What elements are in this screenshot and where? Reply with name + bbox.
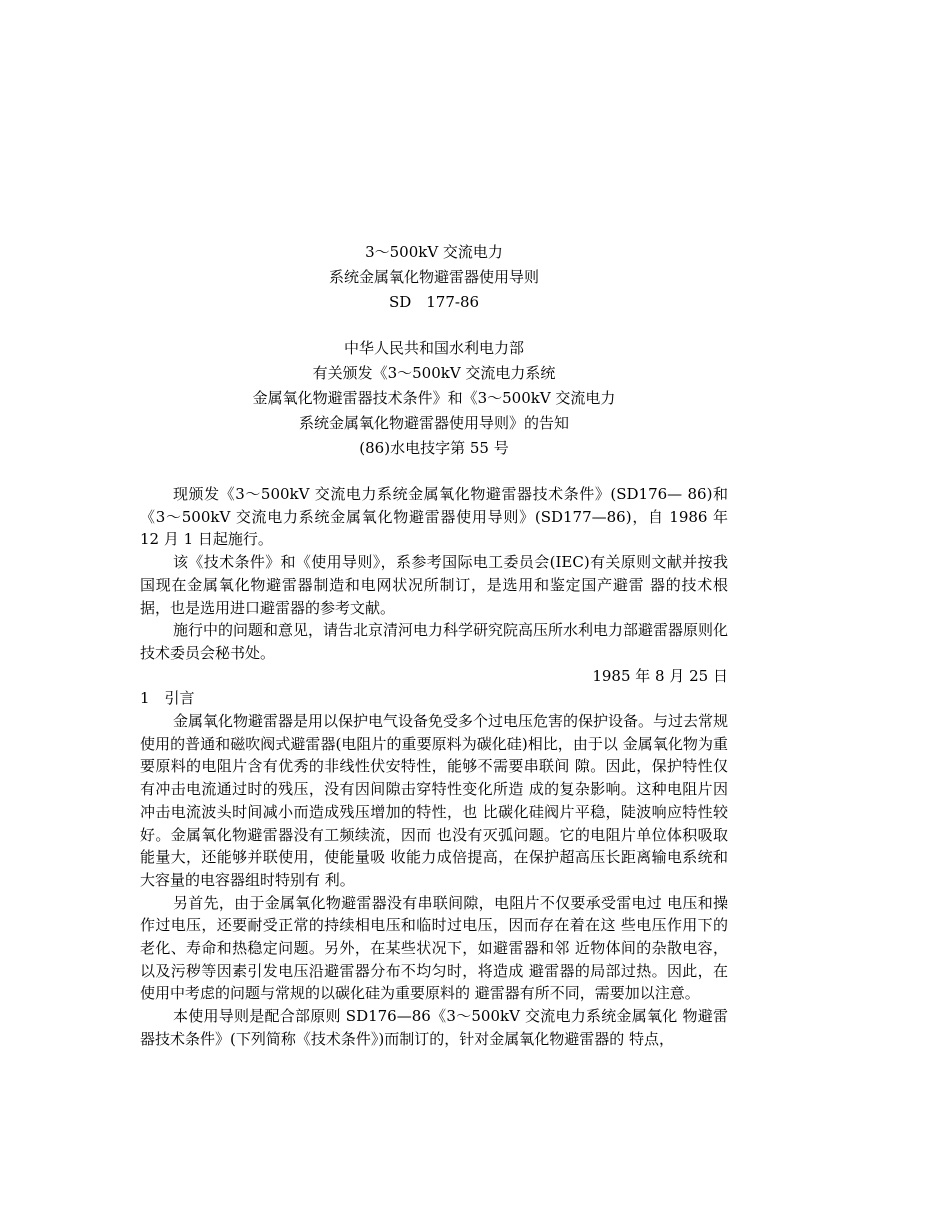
issue-date: 1985 年 8 月 25 日 [592, 666, 728, 685]
title-line-2: 系统金属氧化物避雷器使用导则 [328, 268, 539, 286]
body-paragraph: 另首先，由于金属氧化物避雷器没有串联间隙，电阻片不仅要承受雷电过 电压和操作过电压，还要耐受正常的持续相电压和临时过电压，因而存在着在这 些电压作用下的老化、寿命和热稳定问题。另外，在某些状况下，如避雷器和邻 近物体间的杂散电容，以及污秽等因素引发电压沿避雷器分布不均匀时，将造成 避雷器的局部过热。因此，在使用中考虑的问题与常规的以碳化硅为重要原料的 避雷器有所不同，需要加以注意。 [140, 893, 728, 1003]
notice-issuer: 中华人民共和国水利电力部 [343, 339, 524, 357]
notice-title-line-3: 系统金属氧化物避雷器使用导则》的告知 [298, 414, 569, 432]
notice-document-number: (86)水电技字第 55 号 [359, 439, 509, 457]
notice-title-line-1: 有关颁发《3～500kV 交流电力系统 [312, 364, 556, 382]
body-paragraph: 本使用导则是配合部原则 SD176—86《3～500kV 交流电力系统金属氧化 物避雷器技术条件》(下列简称《技术条件》)而制订的，针对金属氧化物避雷器的 特点， [140, 1007, 728, 1048]
body-paragraph: 金属氧化物避雷器是用以保护电气设备免受多个过电压危害的保护设备。与过去常规使用的普通和磁吹阀式避雷器(电阻片的重要原料为碳化硅)相比，由于以 金属氧化物为重要原料的电阻片含有优秀的非线性伏安特性，能够不需要串联间 隙。因此，保护特性仅有冲击电流通过时的残压，没有因间隙击穿特性变化所造 成的复杂影响。这种电阻片因冲击电流波头时间减小而造成残压增加的特性，也 比碳化硅阀片平稳，陡波响应特性较好。金属氧化物避雷器没有工频续流，因而 也没有灭弧问题。它的电阻片单位体积吸取能量大，还能够并联使用，使能量吸 收能力成倍提高，在保护超高压长距离输电系统和大容量的电容器组时特别有 利。 [140, 712, 729, 889]
body-paragraph: 现颁发《3～500kV 交流电力系统金属氧化物避雷器技术条件》(SD176— 86)和《3～500kV 交流电力系统金属氧化物避雷器使用导则》(SD177—86)，自 1986 年 12 月 1 日起施行。 [140, 485, 728, 549]
spacer [140, 315, 728, 336]
title-line-1: 3～500kV 交流电力 [365, 243, 503, 261]
spacer [140, 461, 728, 483]
body-paragraph: 施行中的问题和意见，请告北京清河电力科学研究院高压所水利电力部避雷器原则化技术委员会秘书处。 [140, 621, 729, 662]
standard-code: SD 177-86 [388, 293, 480, 311]
document-page [140, 240, 728, 1051]
section-heading: 1 引言 [140, 689, 195, 708]
body-paragraph: 该《技术条件》和《使用导则》，系参考国际电工委员会(IEC)有关原则文献并按我国现在金属氧化物避雷器制造和电网状况所制订，是选用和鉴定国产避雷 器的技术根据，也是选用进口避雷器的参考文献。 [140, 553, 728, 617]
notice-title-line-2: 金属氧化物避雷器技术条件》和《3～500kV 交流电力 [252, 389, 616, 407]
